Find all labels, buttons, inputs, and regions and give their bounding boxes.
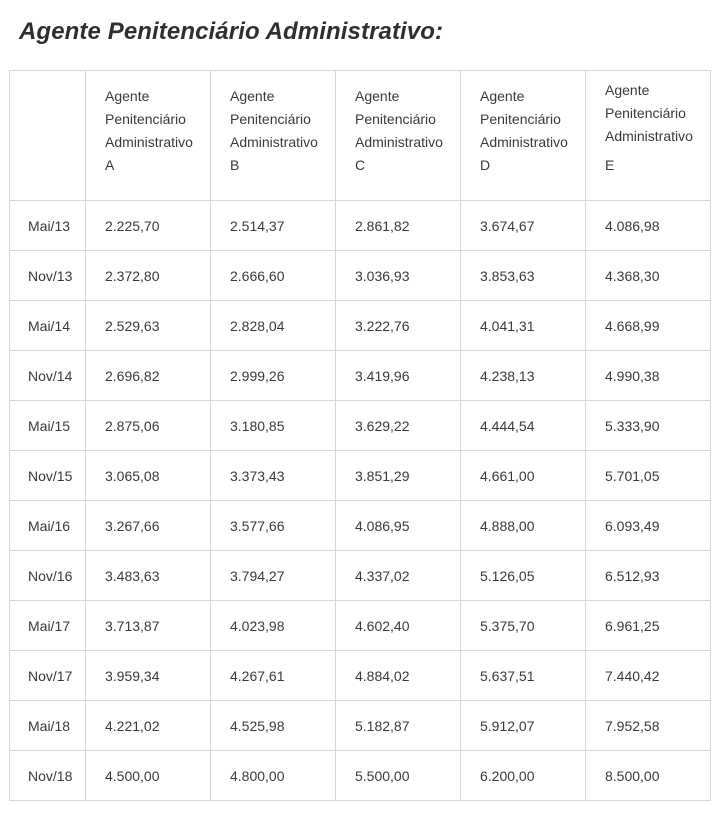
header-label-line: Penitenciário <box>480 111 561 127</box>
salary-cell: 3.222,76 <box>336 301 461 351</box>
salary-cell: 4.888,00 <box>461 501 586 551</box>
salary-cell: 4.661,00 <box>461 451 586 501</box>
period-cell: Nov/14 <box>10 351 86 401</box>
salary-cell: 4.884,02 <box>336 651 461 701</box>
salary-cell: 5.637,51 <box>461 651 586 701</box>
salary-cell: 2.875,06 <box>86 401 211 451</box>
table-row <box>10 551 711 601</box>
salary-cell: 6.093,49 <box>586 501 711 551</box>
salary-cell: 3.036,93 <box>336 251 461 301</box>
salary-cell: 4.238,13 <box>461 351 586 401</box>
salary-cell: 2.514,37 <box>211 201 336 251</box>
table-header <box>10 71 711 201</box>
header-label-line: Penitenciário <box>605 105 686 121</box>
salary-cell: 3.577,66 <box>211 501 336 551</box>
salary-cell: 4.267,61 <box>211 651 336 701</box>
salary-cell: 3.373,43 <box>211 451 336 501</box>
table-row <box>10 501 711 551</box>
salary-cell: 2.861,82 <box>336 201 461 251</box>
header-cell-b <box>211 71 336 201</box>
header-cell-c <box>336 71 461 201</box>
salary-cell: 2.666,60 <box>211 251 336 301</box>
salary-cell: 3.065,08 <box>86 451 211 501</box>
header-letter: A <box>105 157 115 173</box>
table-row <box>10 401 711 451</box>
salary-cell: 2.529,63 <box>86 301 211 351</box>
period-cell: Mai/16 <box>10 501 86 551</box>
salary-cell: 5.500,00 <box>336 751 461 801</box>
salary-cell: 3.419,96 <box>336 351 461 401</box>
salary-cell: 4.800,00 <box>211 751 336 801</box>
period-cell: Mai/13 <box>10 201 86 251</box>
table-row <box>10 251 711 301</box>
salary-cell: 7.952,58 <box>586 701 711 751</box>
header-label-line: Administrativo <box>105 134 193 150</box>
salary-cell: 4.023,98 <box>211 601 336 651</box>
period-cell: Mai/15 <box>10 401 86 451</box>
salary-table <box>9 70 711 801</box>
header-label-line: Agente <box>230 88 275 104</box>
header-label-line: Agente <box>355 88 400 104</box>
salary-cell: 6.961,25 <box>586 601 711 651</box>
header-cell-period <box>10 71 86 201</box>
salary-cell: 4.990,38 <box>586 351 711 401</box>
salary-cell: 4.086,98 <box>586 201 711 251</box>
header-label-line: Administrativo <box>355 134 443 150</box>
salary-cell: 5.126,05 <box>461 551 586 601</box>
period-cell: Nov/15 <box>10 451 86 501</box>
header-letter: B <box>230 157 240 173</box>
table-row <box>10 301 711 351</box>
header-cell-e <box>586 71 711 201</box>
salary-cell: 4.086,95 <box>336 501 461 551</box>
salary-cell: 5.333,90 <box>586 401 711 451</box>
period-cell: Mai/17 <box>10 601 86 651</box>
header-label-line: Penitenciário <box>355 111 436 127</box>
salary-cell: 4.221,02 <box>86 701 211 751</box>
period-cell: Nov/13 <box>10 251 86 301</box>
table-row <box>10 351 711 401</box>
salary-cell: 5.912,07 <box>461 701 586 751</box>
salary-cell: 3.674,67 <box>461 201 586 251</box>
salary-cell: 4.444,54 <box>461 401 586 451</box>
salary-cell: 3.267,66 <box>86 501 211 551</box>
period-cell: Nov/18 <box>10 751 86 801</box>
header-row <box>10 71 711 201</box>
header-letter: C <box>355 157 366 173</box>
header-letter: D <box>480 157 491 173</box>
salary-cell: 2.696,82 <box>86 351 211 401</box>
salary-cell: 3.959,34 <box>86 651 211 701</box>
table-row <box>10 451 711 501</box>
salary-cell: 5.701,05 <box>586 451 711 501</box>
salary-cell: 4.368,30 <box>586 251 711 301</box>
header-label-line: Agente <box>480 88 525 104</box>
header-label-line: Penitenciário <box>105 111 186 127</box>
table-row <box>10 701 711 751</box>
salary-cell: 3.180,85 <box>211 401 336 451</box>
salary-cell: 5.375,70 <box>461 601 586 651</box>
salary-cell: 6.512,93 <box>586 551 711 601</box>
salary-cell: 6.200,00 <box>461 751 586 801</box>
salary-cell: 8.500,00 <box>586 751 711 801</box>
table-row <box>10 751 711 801</box>
salary-cell: 3.851,29 <box>336 451 461 501</box>
salary-cell: 5.182,87 <box>336 701 461 751</box>
salary-cell: 3.853,63 <box>461 251 586 301</box>
table-body <box>10 201 711 801</box>
salary-cell: 7.440,42 <box>586 651 711 701</box>
period-cell: Mai/18 <box>10 701 86 751</box>
header-label-line: Agente <box>105 88 150 104</box>
salary-cell: 3.629,22 <box>336 401 461 451</box>
salary-cell: 4.337,02 <box>336 551 461 601</box>
salary-cell: 4.500,00 <box>86 751 211 801</box>
period-cell: Mai/14 <box>10 301 86 351</box>
header-letter: E <box>605 157 615 173</box>
table-row <box>10 601 711 651</box>
salary-cell: 3.794,27 <box>211 551 336 601</box>
table-row <box>10 651 711 701</box>
header-label-line: Penitenciário <box>230 111 311 127</box>
salary-cell: 2.372,80 <box>86 251 211 301</box>
salary-cell: 2.999,26 <box>211 351 336 401</box>
salary-cell: 4.525,98 <box>211 701 336 751</box>
salary-cell: 4.602,40 <box>336 601 461 651</box>
salary-cell: 4.041,31 <box>461 301 586 351</box>
period-cell: Nov/16 <box>10 551 86 601</box>
salary-cell: 3.483,63 <box>86 551 211 601</box>
salary-cell: 4.668,99 <box>586 301 711 351</box>
header-label-line: Administrativo <box>605 128 693 144</box>
header-label-line: Administrativo <box>230 134 318 150</box>
header-cell-a <box>86 71 211 201</box>
page-title: Agente Penitenciário Administrativo: <box>19 18 444 45</box>
header-label-line: Administrativo <box>480 134 568 150</box>
salary-cell: 3.713,87 <box>86 601 211 651</box>
salary-cell: 2.828,04 <box>211 301 336 351</box>
salary-cell: 2.225,70 <box>86 201 211 251</box>
header-label-line: Agente <box>605 82 650 98</box>
table-row <box>10 201 711 251</box>
period-cell: Nov/17 <box>10 651 86 701</box>
header-cell-d <box>461 71 586 201</box>
